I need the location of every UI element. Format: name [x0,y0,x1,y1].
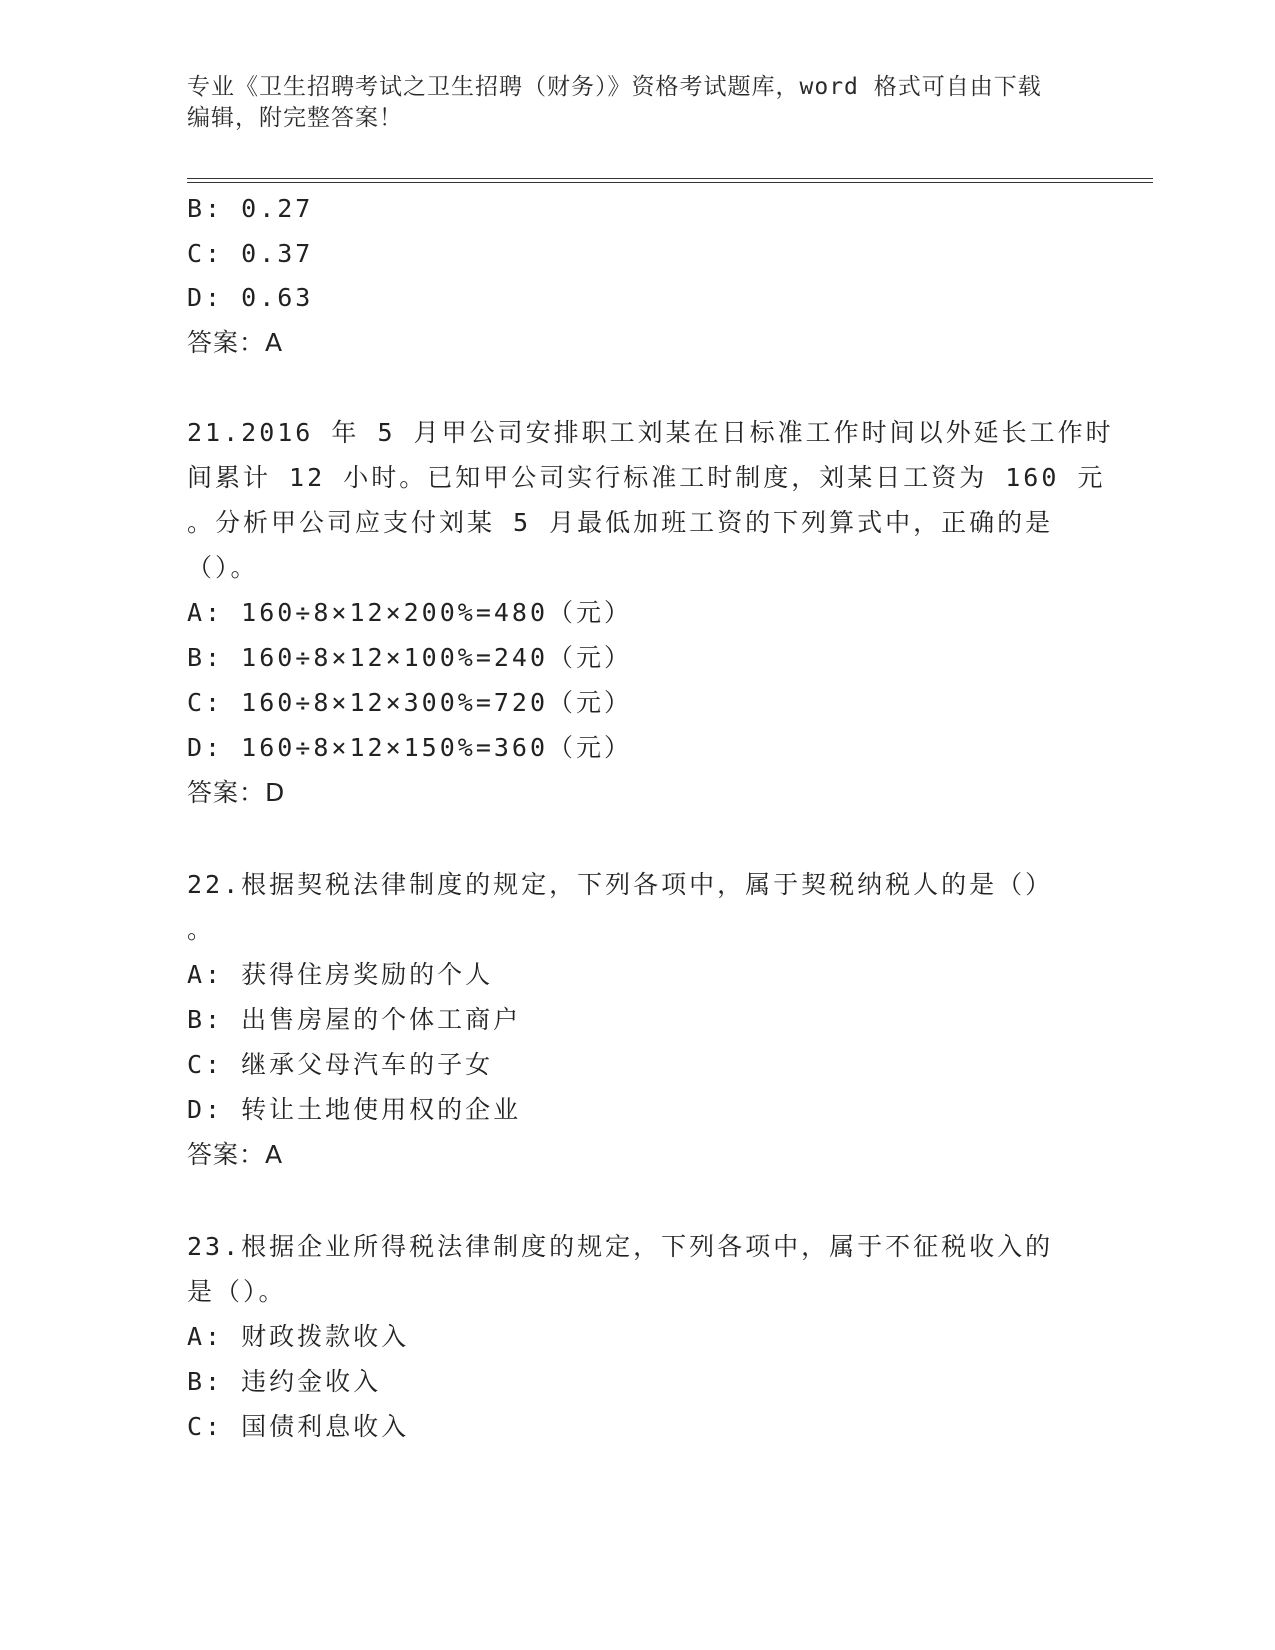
question-22-stem-line-2: 。 [187,915,216,944]
option-d: D: 0.63 [187,283,314,312]
question-21-stem-line-4: （）。 [187,553,259,582]
question-23-stem-line-1: 23.根据企业所得税法律制度的规定，下列各项中，属于不征税收入的 [187,1232,1054,1261]
header-line-1: 专业《卫生招聘考试之卫生招聘（财务）》资格考试题库，word 格式可自由下载 [187,74,1042,100]
option-b: B: 0.27 [187,194,314,223]
question-21-stem-line-2: 间累计 12 小时。已知甲公司实行标准工时制度，刘某日工资为 160 元 [187,463,1106,492]
question-21-option-d: D: 160÷8×12×150%=360（元） [187,733,633,762]
question-23-stem-line-2: 是（）。 [187,1277,287,1306]
question-21-answer: 答案：D [187,778,286,807]
question-22-stem-line-1: 22.根据契税法律制度的规定，下列各项中，属于契税纳税人的是（） [187,870,1054,899]
question-22-option-a: A: 获得住房奖励的个人 [187,960,494,989]
header-line-2: 编辑，附完整答案！ [187,105,403,131]
question-21-option-c: C: 160÷8×12×300%=720（元） [187,688,633,717]
header-divider-top [187,178,1153,179]
question-22-option-d: D: 转让土地使用权的企业 [187,1095,522,1124]
option-c: C: 0.37 [187,239,314,268]
question-22-answer: 答案：A [187,1140,284,1169]
answer-line: 答案：A [187,328,284,357]
question-23-option-c: C: 国债利息收入 [187,1412,410,1441]
question-21-option-b: B: 160÷8×12×100%=240（元） [187,643,633,672]
question-21-option-a: A: 160÷8×12×200%=480（元） [187,598,633,627]
question-22-option-c: C: 继承父母汽车的子女 [187,1050,494,1079]
header-divider-bottom [187,182,1153,183]
question-21-stem-line-1: 21.2016 年 5 月甲公司安排职工刘某在日标准工作时间以外延长工作时 [187,418,1114,447]
document-header [187,72,1087,134]
question-23-option-a: A: 财政拨款收入 [187,1322,410,1351]
question-21-stem-line-3: 。分析甲公司应支付刘某 5 月最低加班工资的下列算式中，正确的是 [187,508,1054,537]
question-22-option-b: B: 出售房屋的个体工商户 [187,1005,522,1034]
question-23-option-b: B: 违约金收入 [187,1367,382,1396]
